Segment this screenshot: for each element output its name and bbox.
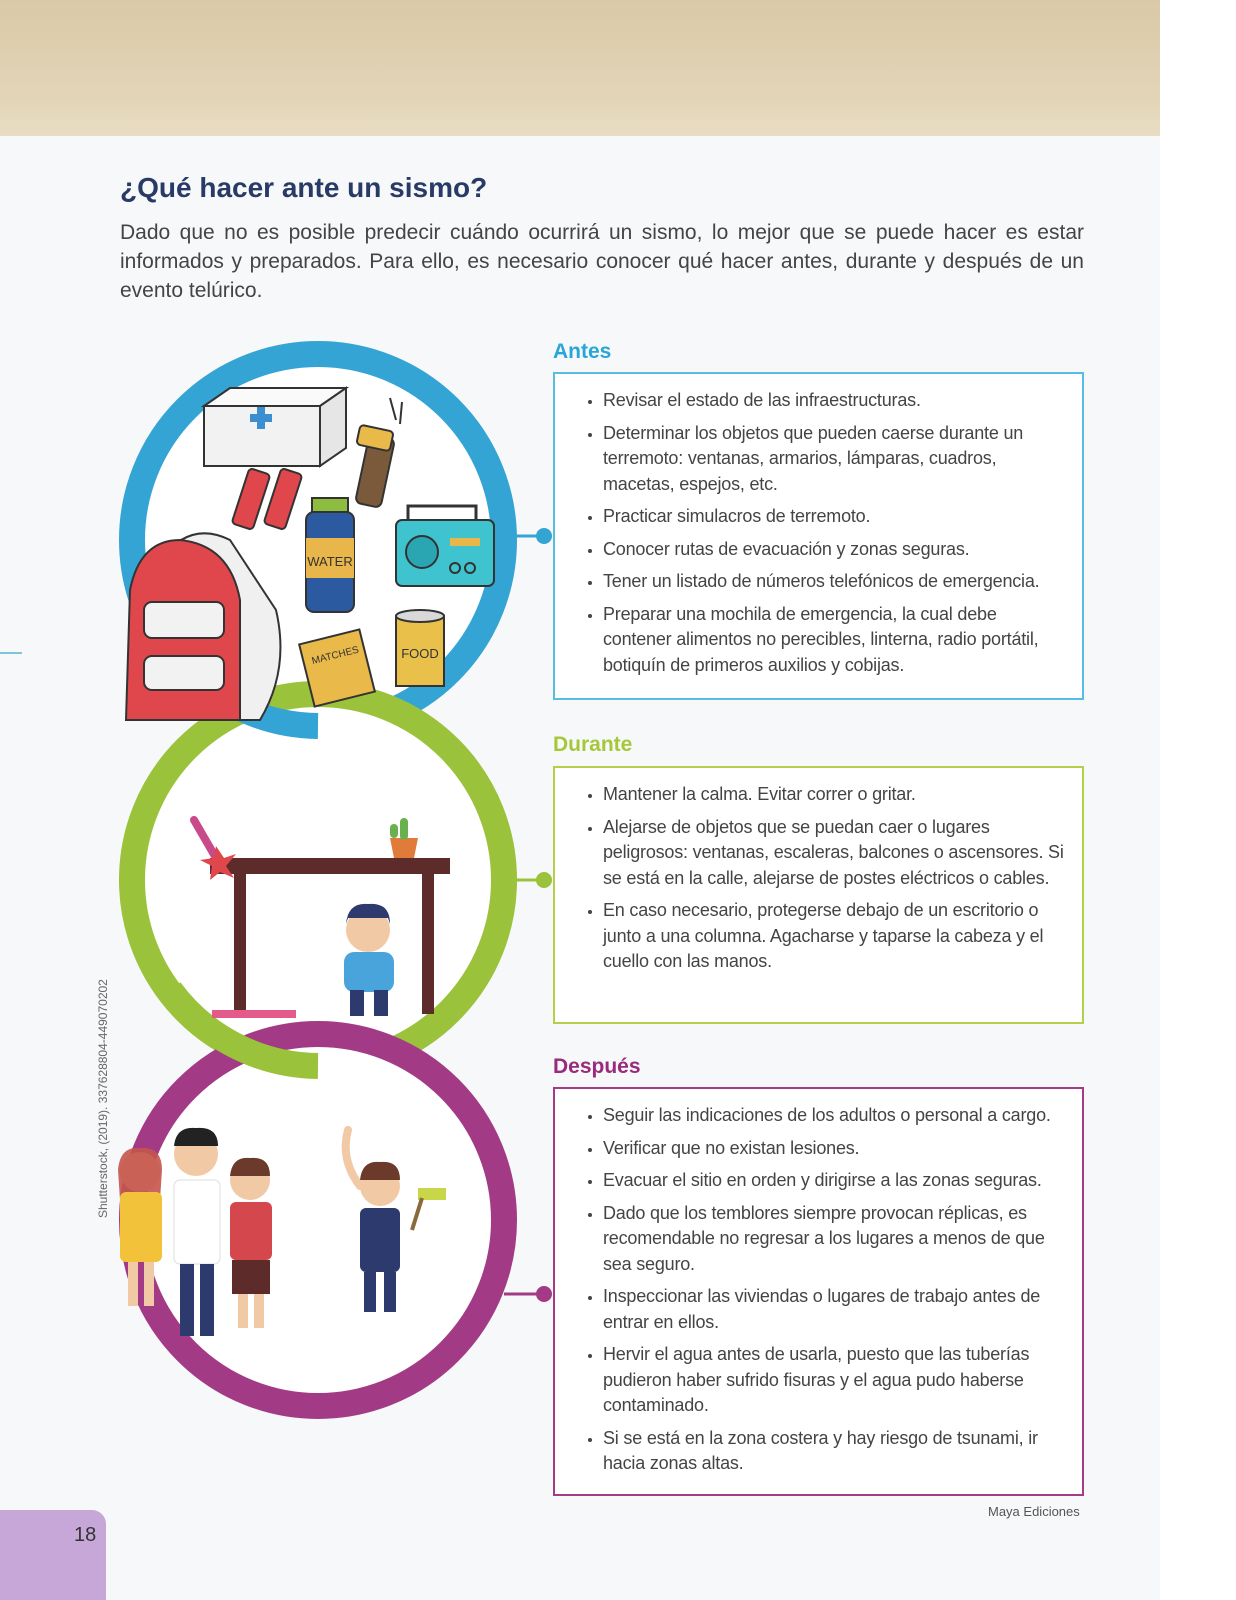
list-item: • Mantener la calma. Evitar correr o gritar.	[603, 782, 1066, 808]
earthquake-illustration	[100, 340, 580, 1470]
antes-box	[553, 372, 1084, 700]
list-item: • Revisar el estado de las infraestructuras.	[603, 388, 1066, 414]
section-heading-durante: Durante	[553, 733, 633, 756]
antes-connector-dot	[536, 528, 552, 544]
list-item: • Si se está en la zona costera y hay riesgo de tsunami, ir hacia zonas altas.	[603, 1426, 1066, 1477]
list-item: • Practicar simulacros de terremoto.	[603, 504, 1066, 530]
durante-box	[553, 766, 1084, 1024]
list-item: • Dado que los temblores siempre provocan réplicas, es recomendable no regresar a los lugares a menos de que sea seguro.	[603, 1201, 1066, 1278]
list-item: • Preparar una mochila de emergencia, la cual debe contener alimentos no perecibles, linterna, radio portátil, botiquín de primeros auxilios y cobijas.	[603, 602, 1066, 679]
despues-connector-dot	[536, 1286, 552, 1302]
list-item: • Conocer rutas de evacuación y zonas seguras.	[603, 537, 1066, 563]
page-right-margin	[1160, 0, 1236, 1600]
section-heading-despues: Después	[553, 1055, 641, 1078]
list-item: • Alejarse de objetos que se puedan caer o lugares peligrosos: ventanas, escaleras, balcones o ascensores. Si se está en la calle, alejarse de postes eléctricos o cables.	[603, 815, 1066, 892]
antes-list	[575, 388, 1066, 678]
list-item: • En caso necesario, protegerse debajo de un escritorio o junto a una columna. Agacharse y taparse la cabeza y el cuello con las manos.	[603, 898, 1066, 975]
water-bottle-icon	[306, 498, 354, 612]
page-title: ¿Qué hacer ante un sismo?	[120, 172, 488, 203]
list-item: • Evacuar el sitio en orden y dirigirse a las zonas seguras.	[603, 1168, 1066, 1194]
list-item: • Tener un listado de números telefónicos de emergencia.	[603, 569, 1066, 595]
section-heading-antes: Antes	[553, 340, 612, 363]
list-item: • Seguir las indicaciones de los adultos o personal a cargo.	[603, 1103, 1066, 1129]
page-number: 18	[74, 1524, 97, 1546]
food-can-icon	[396, 610, 444, 686]
publisher-name: Maya Ediciones	[988, 1504, 1080, 1519]
despues-box	[553, 1087, 1084, 1496]
fallen-book-icon	[212, 1010, 296, 1018]
water-label: WATER	[307, 554, 353, 569]
margin-tick-mark	[0, 652, 22, 654]
matches-label: MATCHES	[310, 644, 361, 667]
intro-paragraph: Dado que no es posible predecir cuándo ocurrirá un sismo, lo mejor que se puede hacer es estar informados y preparados. Para ello, es necesario conocer qué hacer antes, durante y después de un evento telúrico.	[120, 221, 1084, 302]
list-item: • Determinar los objetos que pueden caerse durante un terremoto: ventanas, armarios, lámparas, cuadros, macetas, espejos, etc.	[603, 421, 1066, 498]
first-aid-kit-icon	[204, 388, 346, 466]
food-label: FOOD	[401, 646, 439, 661]
despues-list	[575, 1103, 1066, 1477]
list-item: • Verificar que no existan lesiones.	[603, 1136, 1066, 1162]
image-credit: Shutterstock, (2019). 337628804-449070202	[96, 979, 110, 1218]
list-item: • Hervir el agua antes de usarla, puesto que las tuberías pudieron haber sufrido fisuras y el agua pudo haberse contaminado.	[603, 1342, 1066, 1419]
durante-list	[575, 782, 1066, 975]
durante-connector-dot	[536, 872, 552, 888]
list-item: • Inspeccionar las viviendas o lugares de trabajo antes de entrar en ellos.	[603, 1284, 1066, 1335]
page-top-band	[0, 0, 1160, 136]
